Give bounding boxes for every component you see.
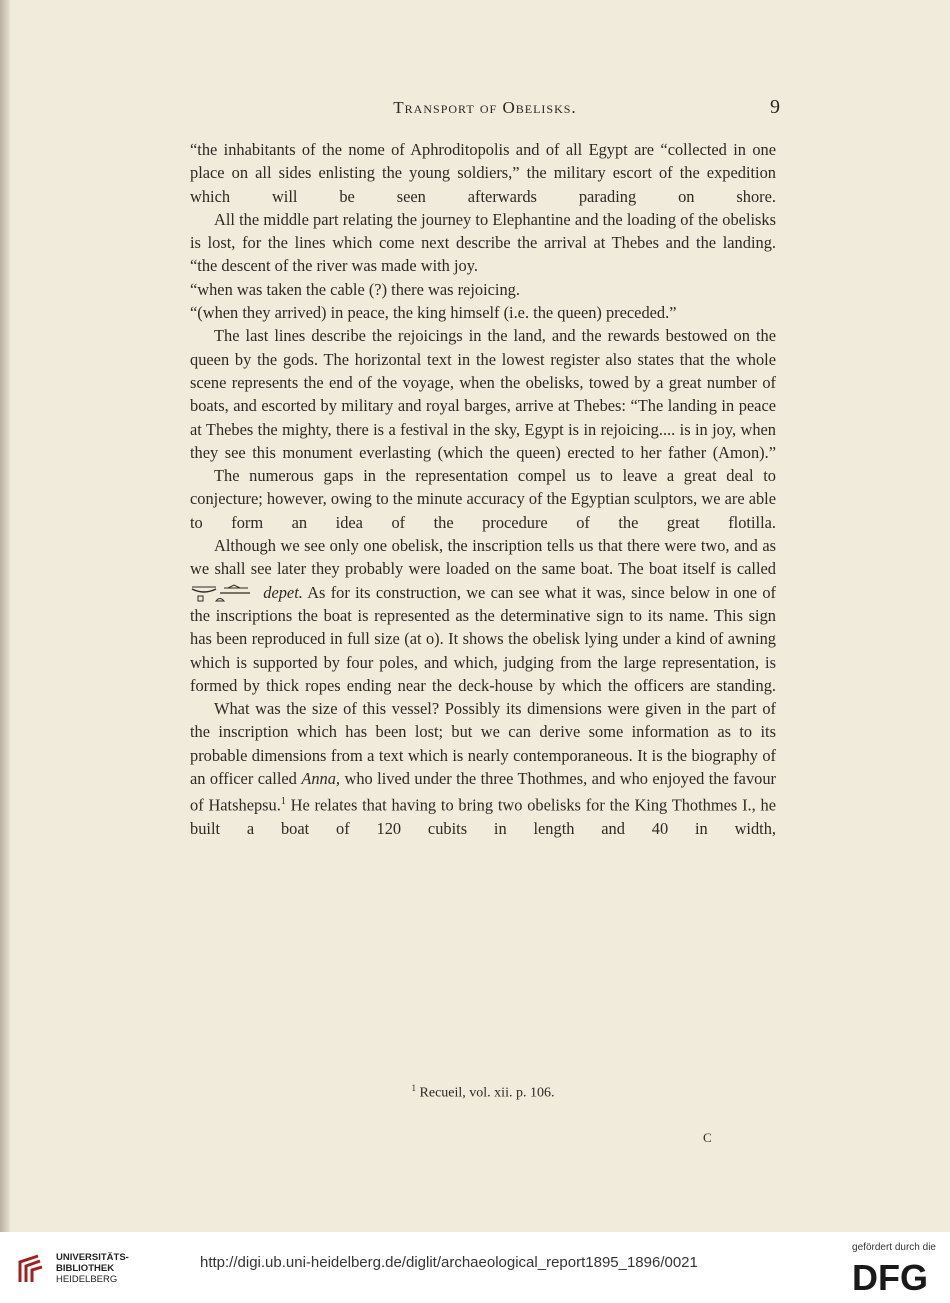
quote-line: “the descent of the river was made with joy. xyxy=(190,256,478,276)
name-anna: Anna, xyxy=(301,769,341,789)
university-library-logo-icon[interactable] xyxy=(14,1252,50,1288)
library-name-line: BIBLIOTHEK xyxy=(56,1263,115,1274)
dfg-logo-text: DFG xyxy=(852,1258,928,1294)
paragraph: “the inhabitants of the nome of Aphroditopolis and of all Egypt are “collected in one place on all sides enlisting the young soldiers,” the military escort of the expedition which will be seen afterwards parading on shore. xyxy=(190,140,776,206)
page-number: 9 xyxy=(770,96,780,118)
library-name xyxy=(56,1252,129,1285)
paragraph: The last lines describe the rejoicings in the land, and the rewards bestowed on the queen by the gods. The horizontal text in the lowest register also states that the whole scene represents the end of the voyage, when the obelisks, towed by a great number of boats, and escorted by military and royal barges, arrive at Thebes: “The landing in peace at Thebes the mighty, there is a festival in the sky, Egypt is in rejoicing.... is in joy, when they see this monument everlasting (which the queen) erected to her father (Amon).” xyxy=(190,326,776,462)
paragraph-text: He relates that having to bring two obelisks for the King Thothmes I., he built a boat of 120 cubits in length and 40 in width, xyxy=(190,795,776,839)
quote-line: “when was taken the cable (?) there was rejoicing. xyxy=(190,279,520,299)
funding-caption: gefördert durch die xyxy=(852,1242,936,1253)
dfg-logo-icon[interactable] xyxy=(844,1258,936,1294)
permalink-url[interactable]: http://digi.ub.uni-heidelberg.de/diglit/archaeological_report1895_1896/0021 xyxy=(200,1254,698,1271)
paragraph-text: who lived under the three Thothmes, and who enjoyed the favour of Hatshepsu. xyxy=(190,769,776,815)
footnote-ref: 1 xyxy=(280,796,286,808)
paragraph: The numerous gaps in the representation compel us to leave a great deal to conjecture; however, owing to the minute accuracy of the Egyptian sculptors, we are able to form an idea of the procedure of the great flotilla. xyxy=(190,466,776,532)
paragraph: All the middle part relating the journey to Elephantine and the loading of the obelisks is lost, for the lines which come next describe the arrival at Thebes and the landing. xyxy=(190,209,776,253)
page-header xyxy=(190,98,780,120)
quote-line: “(when they arrived) in peace, the king himself (i.e. the queen) preceded.” xyxy=(190,303,677,323)
paragraph xyxy=(190,534,776,697)
boat-hieroglyph-icon xyxy=(190,584,258,602)
signature-mark: C xyxy=(703,1130,712,1145)
page-spine-shadow xyxy=(0,0,10,1232)
library-name-line: HEIDELBERG xyxy=(56,1274,118,1285)
term-depet: depet. xyxy=(263,582,303,602)
body-text xyxy=(190,138,776,840)
paragraph xyxy=(190,697,776,840)
paragraph-text: Although we see only one obelisk, the inscription tells us that there were two, and as we shall see later they probably were loaded on the same boat. The boat itself is called xyxy=(190,536,776,579)
footnote-text: Recueil, vol. xii. p. 106. xyxy=(419,1085,555,1101)
viewer-footer xyxy=(0,1232,950,1303)
library-name-line: UNIVERSITÄTS- xyxy=(56,1252,129,1263)
running-title: Transport of Obelisks. xyxy=(393,98,577,117)
footnote-marker: 1 xyxy=(411,1083,417,1093)
paragraph-text: What was the size of this vessel? Possibly its dimensions were given in the part of the inscription which has been lost; but we can derive some information as to its probable dimensions from a text which is nearly contemporaneous. It is the biography of an officer called xyxy=(190,699,776,789)
footnote xyxy=(190,1083,776,1102)
paragraph-text: As for its construction, we can see what it was, since below in one of the inscriptions the boat is represented as the determinative sign to its name. This sign has been reproduced in full size (at o). It shows the obelisk lying under a kind of awning which is supported by four poles, and which, judging from the large representation, is formed by thick ropes ending near the deck-house by which the officers are standing. xyxy=(190,582,776,695)
